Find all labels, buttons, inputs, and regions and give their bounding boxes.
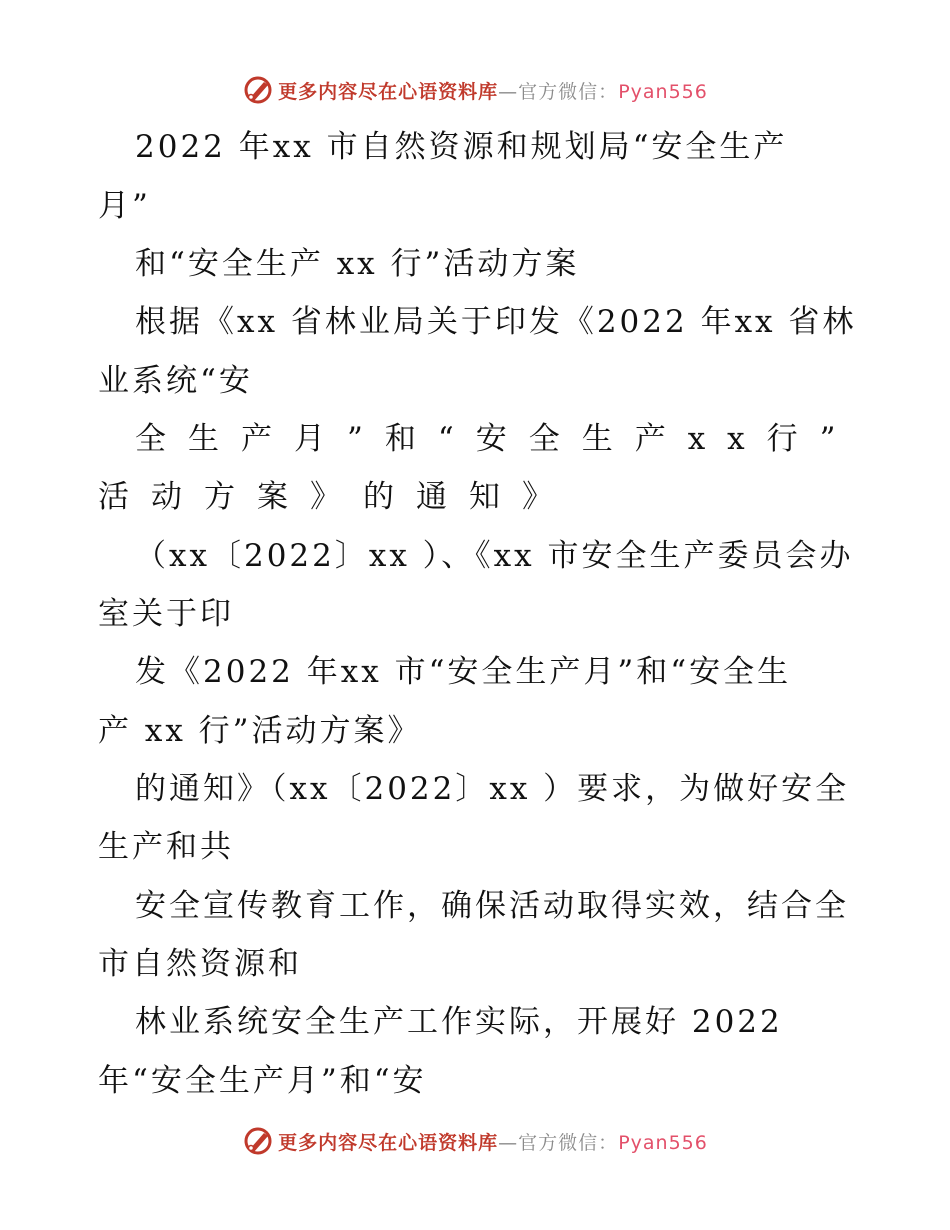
- doc-line-5: 业系统“安: [98, 363, 253, 399]
- banner-separator: —: [498, 80, 519, 103]
- footer-banner: [0, 1121, 950, 1161]
- doc-line-9: 室关于印: [98, 596, 234, 632]
- doc-line-14: 安全宣传教育工作，确保活动取得实效，结合全: [135, 888, 849, 924]
- doc-line-11: 产 xx 行”活动方案》: [98, 713, 422, 749]
- banner-separator: —: [498, 1131, 519, 1154]
- doc-line-6: 全生产月”和“安全生产xx行”: [135, 421, 858, 457]
- banner-contact-id: Pyan556: [618, 80, 708, 103]
- banner-contact-id: Pyan556: [618, 1131, 708, 1154]
- doc-line-1: 2022 年xx 市自然资源和规划局“安全生产: [135, 129, 788, 165]
- doc-line-17: 年“安全生产月”和“安: [98, 1063, 427, 1099]
- doc-line-7: 活动方案》的通知》: [98, 479, 575, 515]
- doc-line-15: 市自然资源和: [98, 946, 302, 982]
- banner-contact-label: 官方微信：: [518, 1131, 619, 1154]
- banner-main-text: 更多内容尽在心语资料库: [278, 80, 499, 103]
- doc-line-4: 根据《xx 省林业局关于印发《2022 年xx 省林: [135, 304, 857, 340]
- pen-logo-icon: [242, 1125, 274, 1157]
- footer-banner-text: [278, 1128, 708, 1155]
- doc-line-8: （xx〔2022〕xx ）、《xx 市安全生产委员会办: [135, 538, 854, 574]
- doc-line-12: 的通知》（xx〔2022〕xx ）要求，为做好安全: [135, 771, 850, 807]
- doc-line-13: 生产和共: [98, 829, 234, 865]
- doc-line-2: 月”: [98, 188, 151, 224]
- banner-contact-label: 官方微信：: [518, 80, 619, 103]
- doc-line-10: 发《2022 年xx 市“安全生产月”和“安全生: [135, 654, 792, 690]
- doc-line-16: 林业系统安全生产工作实际，开展好 2022: [135, 1004, 783, 1040]
- doc-line-3: 和“安全生产 xx 行”活动方案: [135, 246, 580, 282]
- banner-main-text: 更多内容尽在心语资料库: [278, 1131, 499, 1154]
